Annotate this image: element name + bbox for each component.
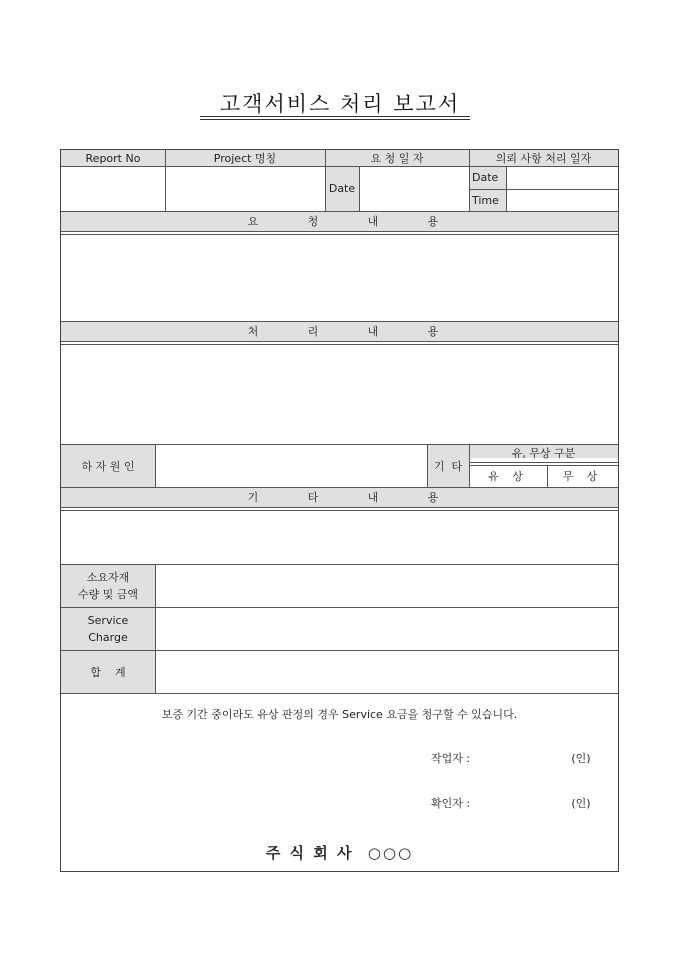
other-label: 기 타 [433, 459, 463, 473]
service-charge-field[interactable] [155, 607, 618, 650]
title-underline-top [200, 116, 470, 117]
paid-option[interactable]: 유 상 [488, 470, 528, 483]
date-label: Date [328, 182, 356, 195]
process-date-field[interactable] [506, 166, 618, 189]
process-heading-4: 용 [427, 325, 439, 338]
process-heading-3: 내 [367, 325, 379, 338]
service-label-line2: Charge [88, 630, 128, 644]
title-underline-bottom [200, 119, 470, 120]
process-heading-1: 처 [247, 325, 259, 338]
other-bar-bg [61, 487, 618, 507]
worker-seal: (인) [571, 752, 591, 765]
defect-cause-label: 하 자 원 인 [81, 459, 135, 473]
request-bar-bg [61, 211, 618, 231]
project-name-field[interactable] [165, 166, 325, 211]
process-bar-bg [61, 321, 618, 341]
materials-label-line1: 소요자재 [86, 570, 130, 584]
request-heading-4: 용 [427, 215, 439, 228]
request-heading-2: 청 [307, 215, 319, 228]
materials-field[interactable] [155, 564, 618, 607]
report-no-field[interactable] [61, 166, 165, 211]
request-heading-1: 요 [247, 215, 259, 228]
total-label: 합 계 [90, 665, 126, 679]
page-title: 고객서비스 처리 보고서 [219, 92, 461, 116]
request-heading-3: 내 [367, 215, 379, 228]
service-charge-label [61, 607, 155, 650]
other-heading-2: 타 [307, 491, 319, 504]
paid-type-header: 유, 무상 구분 [511, 447, 576, 460]
process-date-label: Date [472, 171, 499, 184]
request-date-header: 요 청 일 자 [370, 152, 424, 165]
service-label-line1: Service [87, 613, 129, 627]
warranty-notice: 보증 기간 중이라도 유상 판정의 경우 Service 요금을 청구할 수 있습니다. [161, 708, 518, 721]
process-content-area[interactable] [61, 344, 618, 444]
materials-label [61, 564, 155, 607]
company-name: 주 식 회 사 ○○○ [265, 843, 414, 862]
other-heading-3: 내 [367, 491, 379, 504]
worker-label: 작업자 : [431, 752, 471, 765]
other-heading-1: 기 [247, 491, 259, 504]
checker-label: 확인자 : [431, 797, 471, 810]
report-form [60, 149, 619, 872]
request-date-field[interactable] [359, 166, 469, 211]
project-name-header: Project 명칭 [213, 152, 277, 165]
other-content-area[interactable] [61, 510, 618, 564]
total-field[interactable] [155, 650, 618, 693]
free-option[interactable]: 무 상 [562, 470, 603, 483]
process-heading-2: 리 [307, 325, 319, 338]
defect-cause-field[interactable] [155, 444, 427, 487]
other-heading-4: 용 [427, 491, 439, 504]
report-no-header: Report No [85, 151, 141, 165]
materials-label-line2: 수량 및 금액 [77, 587, 139, 601]
process-time-label: Time [472, 193, 499, 207]
process-date-header: 의뢰 사항 처리 일자 [495, 152, 592, 165]
request-content-area[interactable] [61, 234, 618, 321]
checker-seal: (인) [571, 797, 591, 810]
process-time-field[interactable] [506, 189, 618, 211]
